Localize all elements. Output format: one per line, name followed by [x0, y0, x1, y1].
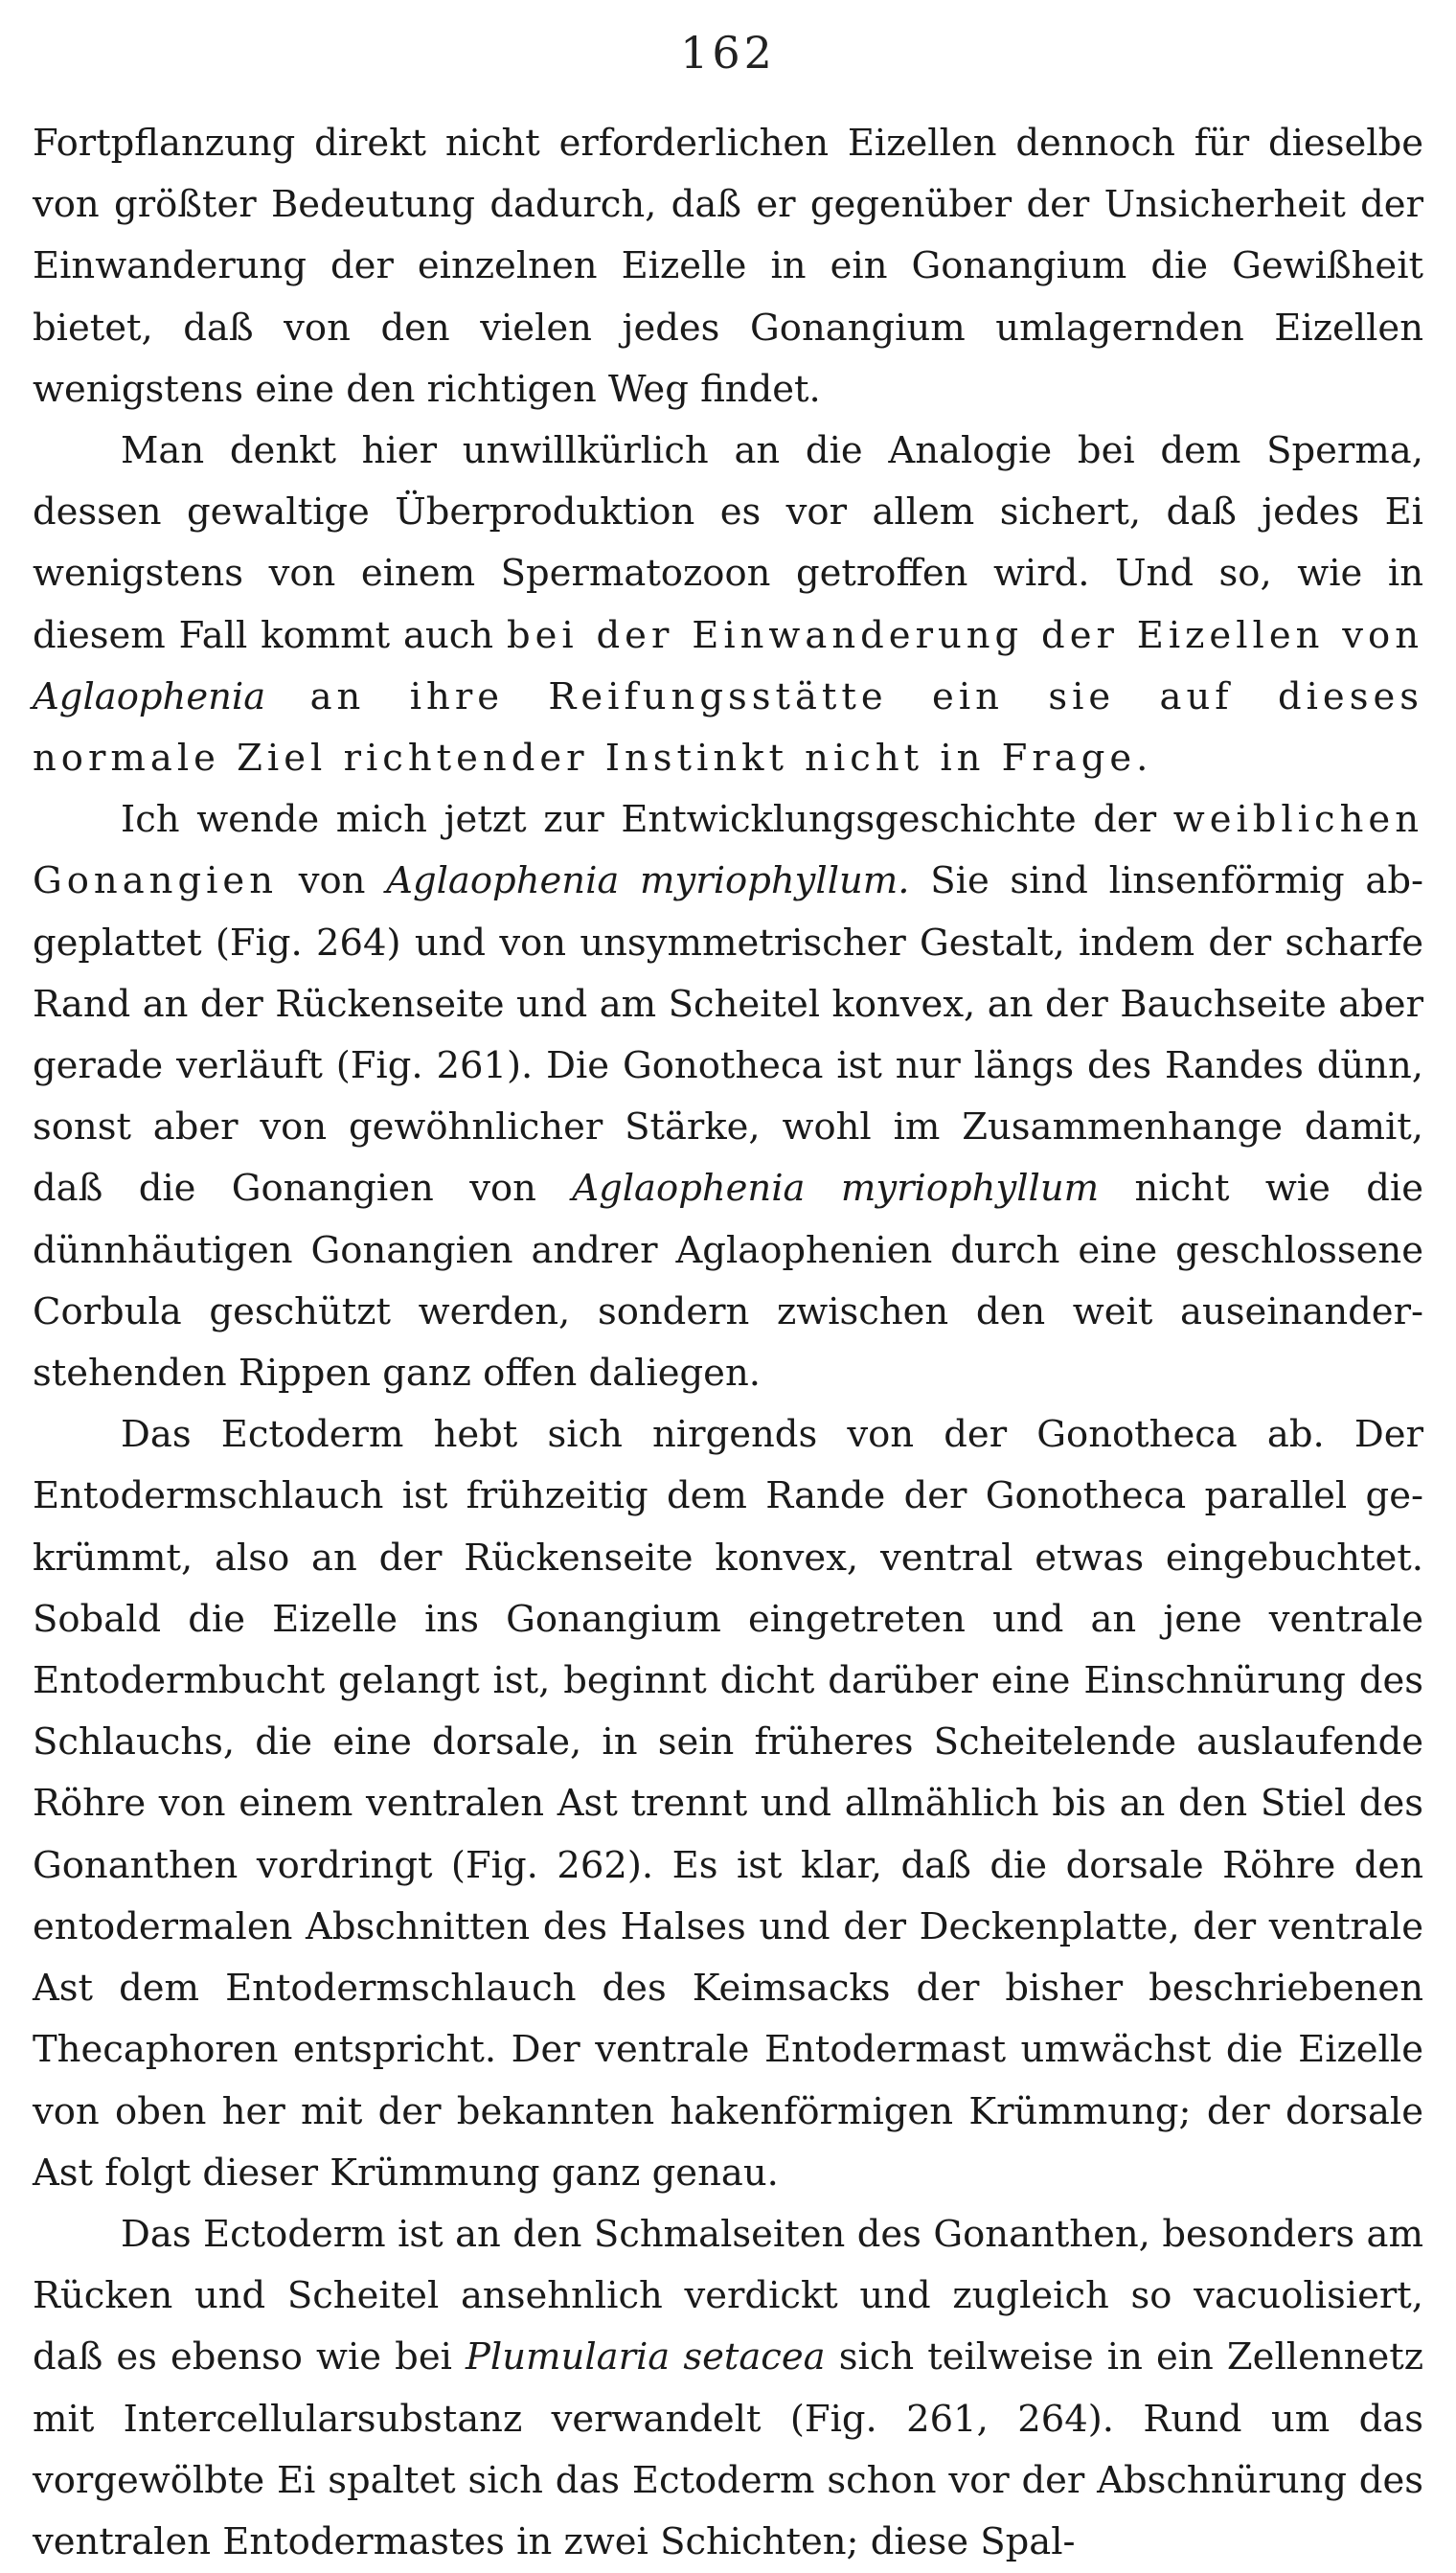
- spaced-text: bei der Einwanderung der Eizellen von: [506, 613, 1423, 657]
- text-run: sich teilweise in ein Zellennetz mit Intercellularsubstanz verwandelt (Fig. 261, 264). Rund um das vorgewölbte Ei spaltet sich das Ectoderm schon vor der Abschnürung des ventralen Entodermastes in zwei Schichten; diese Spal-: [33, 2335, 1423, 2563]
- italic-text: Plumularia setacea: [466, 2335, 826, 2379]
- text-run: Man denkt hier unwillkürlich an die Analogie bei dem Sperma, dessen gewaltige Überproduktion es vor allem sichert, daß jedes Ei wenigstens von einem Spermatozoon getroffen wird. Und so, wie in diesem Fall kommt auch: [33, 429, 1423, 657]
- body-text: [33, 113, 1423, 2573]
- paragraph: [33, 2204, 1423, 2573]
- text-run: von: [278, 859, 387, 903]
- text-run: Ich wende mich jetzt zur Entwicklungsgeschichte der: [121, 798, 1173, 842]
- paragraph: [33, 1404, 1423, 2204]
- spaced-text: an ihre Reifungsstätte ein sie auf dieses normale Ziel richtender Instinkt nicht in Frage.: [33, 674, 1423, 781]
- text-run: Fortpflanzung direkt nicht erforderlichen Eizellen dennoch für dieselbe von größter Bedeutung dadurch, daß er gegenüber der Unsicherheit der Einwanderung der einzelnen Eizelle in ein Gonangium die Gewißheit bietet, daß von den vielen jedes Gonangium umlagernden Eizellen wenigstens eine den richtigen Weg findet.: [33, 122, 1423, 411]
- text-run: Sie sind linsenförmig abgeplattet (Fig. 264) und von unsymmetrischer Gestalt, indem der scharfe Rand an der Rückenseite und am Scheitel konvex, an der Bauchseite aber gerade verläuft (Fig. 261). Die Gonotheca ist nur längs des Randes dünn, sonst aber von gewöhnlicher Stärke, wohl im Zusammenhange damit, daß die Gonangien von: [33, 859, 1424, 1211]
- spaced-text: weiblichen Gonangien: [33, 798, 1423, 903]
- text-run: Das Ectoderm ist an den Schmalseiten des Gonanthen, besonders am Rücken und Scheitel ansehnlich verdickt und zugleich so vacuolisiert, daß es ebenso wie bei: [33, 2212, 1423, 2379]
- paragraph: [33, 421, 1423, 789]
- text-run: Das Ectoderm hebt sich nirgends von der Gonotheca ab. Der Entodermschlauch ist frühzeitig dem Rande der Gonotheca parallel gekrümmt, also an der Rückenseite konvex, ventral etwas eingebuchtet. Sobald die Eizelle ins Gonangium eingetreten und an jene ventrale Entodermbucht gelangt ist, beginnt dicht darüber eine Einschnürung des Schlauchs, die eine dorsale, in sein früheres Scheitelende auslaufende Röhre von einem ventralen Ast trennt und allmählich bis an den Stiel des Gonanthen vordringt (Fig. 262). Es ist klar, daß die dorsale Röhre den entodermalen Abschnitten des Halses und der Deckenplatte, der ventrale Ast dem Entodermschlauch des Keimsacks der bisher beschriebenen Thecaphoren entspricht. Der ventrale Entodermast umwächst die Eizelle von oben her mit der bekannten hakenförmigen Krümmung; der dorsale Ast folgt dieser Krümmung ganz genau.: [33, 1413, 1423, 2195]
- italic-text: Aglaophenia: [33, 674, 266, 718]
- italic-text: Aglaophenia myriophyllum.: [386, 859, 910, 903]
- text-run: nicht wie die dünnhäutigen Gonangien andrer Aglaophenien durch eine geschlossene Corbula geschützt werden, sondern zwischen den weit auseinanderstehenden Rippen ganz offen daliegen.: [33, 1167, 1423, 1396]
- paragraph: [33, 113, 1423, 421]
- paragraph: [33, 789, 1423, 1404]
- page-number: 162: [680, 27, 776, 79]
- italic-text: Aglaophenia myriophyllum: [572, 1167, 1100, 1211]
